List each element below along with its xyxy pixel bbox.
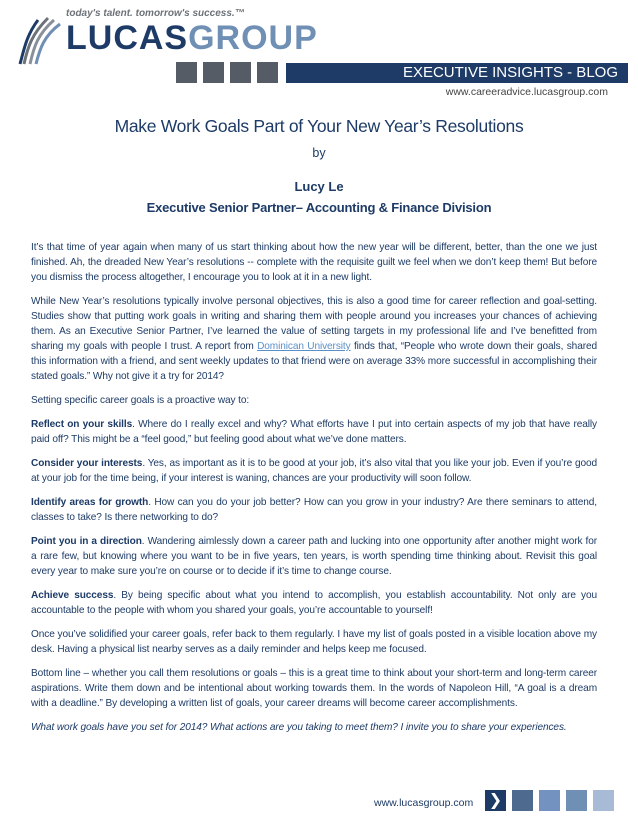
header-square	[176, 62, 197, 83]
site-url[interactable]: www.careeradvice.lucasgroup.com	[445, 86, 608, 98]
footer-square	[512, 790, 533, 811]
section-bar: EXECUTIVE INSIGHTS - BLOG	[286, 63, 628, 83]
article-title: Make Work Goals Part of Your New Year’s Resolutions	[114, 116, 524, 136]
brand-part-group: GROUP	[188, 19, 318, 57]
paragraph-text: . By being specific about what you intend to accomplish, you establish accountability. Not only are you accountable to the people with whom you shared your goals, you’re accountable to yourself!	[31, 590, 597, 616]
paragraph-interests	[31, 456, 597, 486]
author-title: Executive Senior Partner– Accounting & Finance Division	[146, 200, 492, 215]
footer-square	[593, 790, 614, 811]
brand-part-lucas: LUCAS	[66, 19, 189, 57]
paragraph-success	[31, 588, 597, 618]
direction-label: Point you in a direction	[31, 536, 142, 547]
paragraph-bottom-line: Bottom line – whether you call them resolutions or goals – this is a great time to think about your short-term and long-term career aspirations. Write them down and be intentional about working towards them. In the words of Napoleon Hill, “A goal is a dream with a deadline.” By developing a written list of goals, your career dreams will become career accomplishments.	[31, 668, 597, 709]
paragraph-growth	[31, 495, 597, 525]
paragraph-text: While New Year’s resolutions typically involve personal objectives, this is also a good time for career reflection and goal-setting. Studies show that putting work goals in writing and sharing them with people around you increases your chances of achieving them. As an Executive Senior Partner, I’ve learned the value of setting targets in my professional life and I’ve benefitted from sharing my goals with people I trust. A report from	[31, 296, 597, 352]
logo-mark-icon	[18, 12, 62, 66]
paragraph-resolutions	[31, 294, 597, 384]
paragraph-text: . Where do I really excel and why? What efforts have I put into certain aspects of my job that have really paid off? This might be a “feel good,” but feeling good about what we’ve done matters.	[31, 419, 597, 445]
footer-square	[539, 790, 560, 811]
paragraph-text: finds that, “People who wrote down their goals, shared this information with a friend, and sent weekly updates to that friend were on average 33% more successful in accomplishing their stated goals.” Why not give it a try for 2014?	[31, 341, 597, 382]
header-squares	[176, 62, 278, 83]
paragraph-closing-question: What work goals have you set for 2014? What actions are you taking to meet them? I invite you to share your experiences.	[31, 722, 567, 733]
paragraph-text: . Yes, as important as it is to be good at your job, it’s also vital that you like your job. Even if you’re good at your job for the time being, if your interest is waning, chances are your productivity will soon follow.	[31, 458, 597, 484]
paragraph-direction	[31, 534, 597, 579]
tagline: today's talent. tomorrow's success.™	[66, 8, 245, 19]
paragraph-intro: It’s that time of year again when many of us start thinking about how the new year will be different, better, than the one we just finished. Ah, the dreaded New Year’s resolutions -- complete with the requisite guilt we feel when we don’t keep them! But before you dismiss the process altogether, I encourage you to look at it in a new light.	[31, 242, 597, 283]
footer-square	[566, 790, 587, 811]
header-square	[203, 62, 224, 83]
success-label: Achieve success	[31, 590, 114, 601]
footer-url[interactable]: www.lucasgroup.com	[374, 797, 474, 809]
footer-boxes	[485, 790, 614, 811]
next-arrow-icon[interactable]: ❯	[485, 790, 506, 811]
paragraph-text: . How can you do your job better? How can you grow in your industry? Are there seminars to attend, classes to take? Is there networking to do?	[31, 497, 598, 523]
brand-name	[66, 19, 318, 58]
paragraph-refer-back: Once you’ve solidified your career goals, refer back to them regularly. I have my list of goals posted in a visible location above my desk. Having a physical list nearby serves as a daily reminder and helps keep me focused.	[31, 629, 597, 655]
reflect-label: Reflect on your skills	[31, 419, 133, 430]
paragraph-reflect	[31, 417, 597, 447]
author-name: Lucy Le	[294, 179, 344, 194]
growth-label: Identify areas for growth	[31, 497, 149, 508]
interests-label: Consider your interests	[31, 458, 143, 469]
paragraph-text: . Wandering aimlessly down a career path and lucking into one opportunity after another might work for a rare few, but knowing where you want to be in five years, ten years, is worth spending time thinking about. Revisit this goal every year to make sure you’re on course or to decide if it’s time to change course.	[31, 536, 597, 577]
paragraph-proactive: Setting specific career goals is a proactive way to:	[31, 395, 250, 406]
byline-by: by	[312, 146, 326, 160]
article-body	[31, 240, 597, 744]
header-square	[257, 62, 278, 83]
header-square	[230, 62, 251, 83]
dominican-university-link[interactable]: Dominican University	[257, 341, 351, 352]
